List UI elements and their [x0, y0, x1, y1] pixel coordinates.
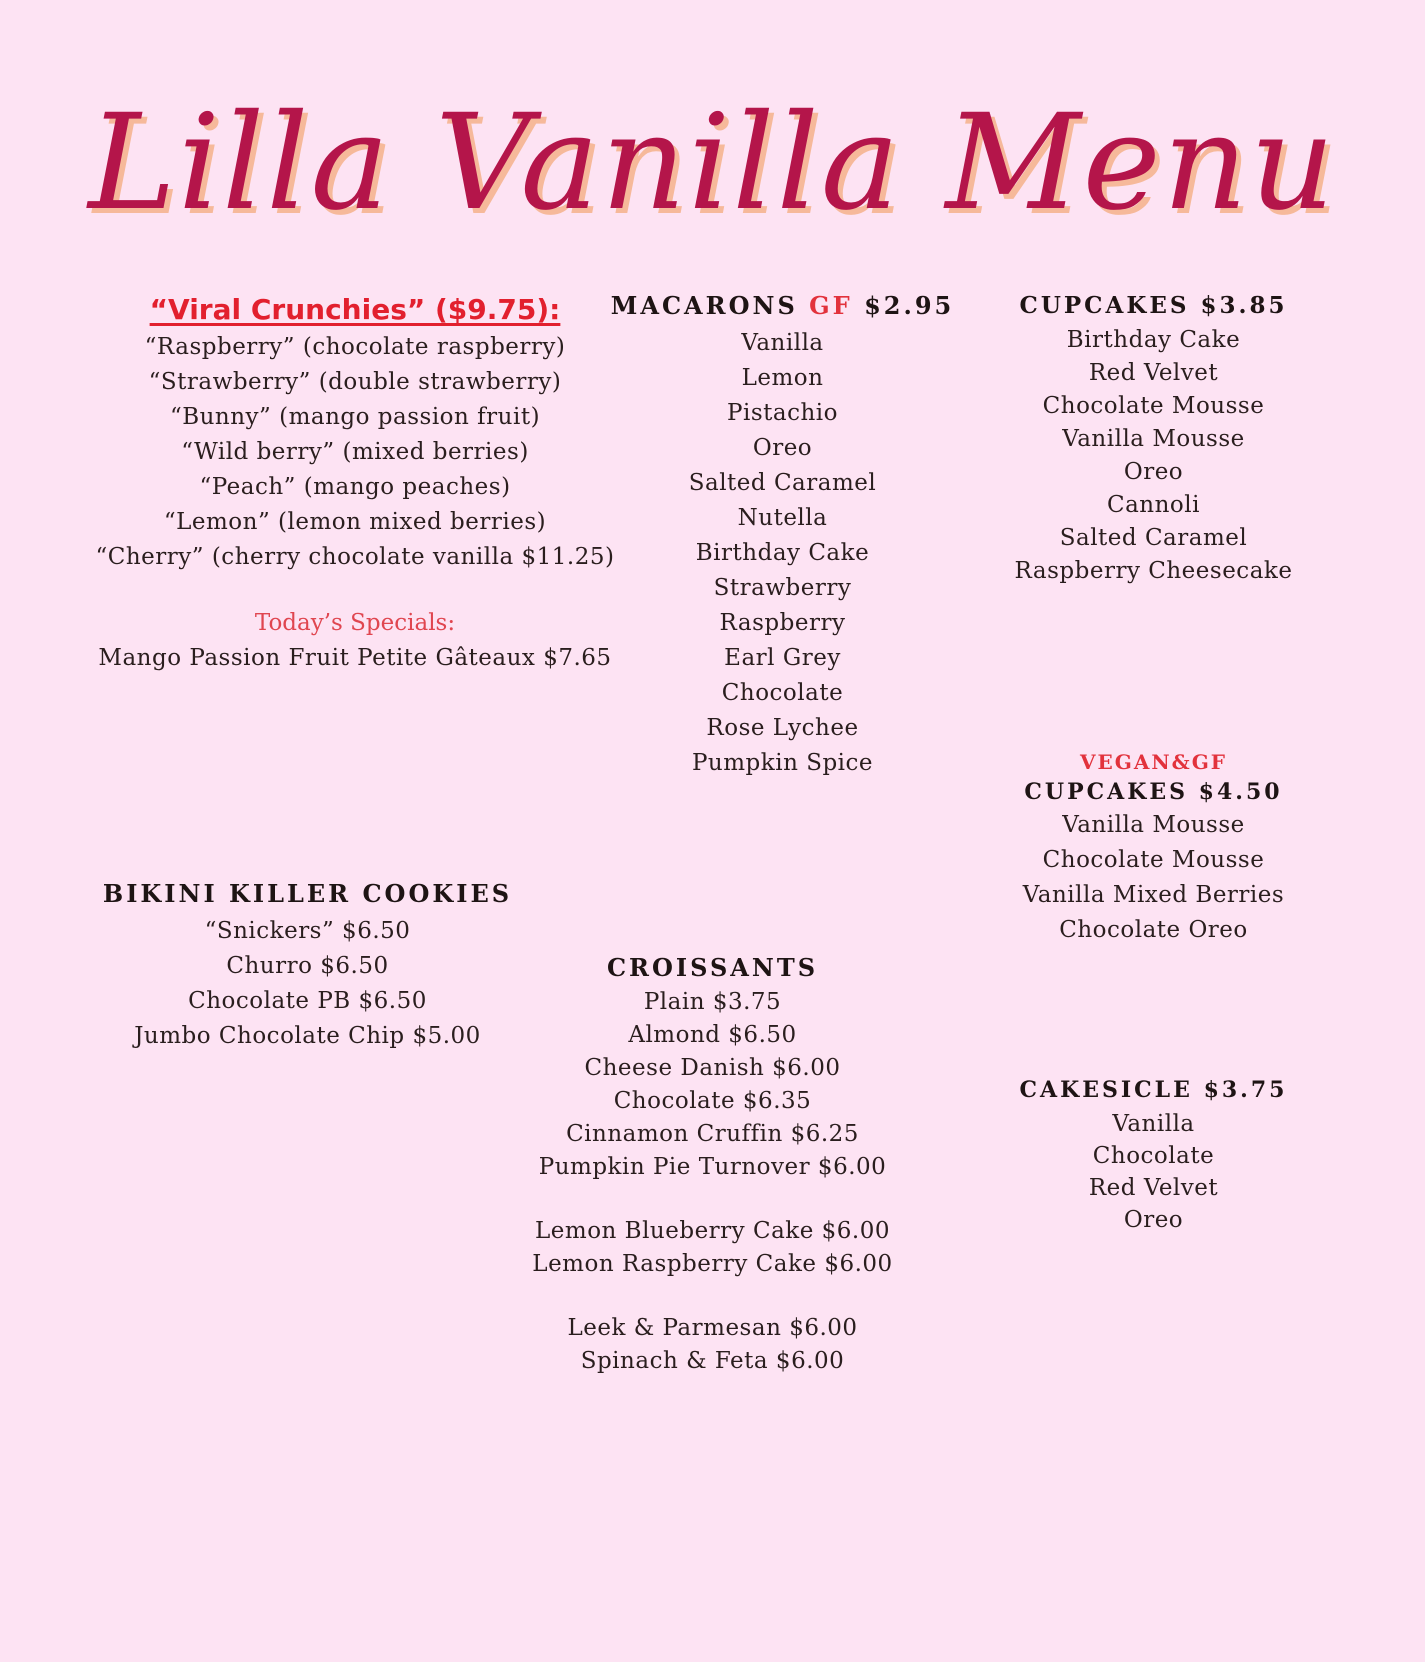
menu-item: “Snickers” $6.50	[204, 918, 411, 944]
menu-item: Earl Grey	[724, 645, 841, 671]
menu-item: Churro $6.50	[226, 953, 389, 979]
menu-item: Spinach & Feta $6.00	[580, 1348, 845, 1374]
menu-item: Lemon	[741, 365, 824, 391]
menu-item: Lemon Blueberry Cake $6.00	[535, 1218, 890, 1244]
menu-item: Strawberry	[713, 575, 852, 601]
menu-item: Birthday Cake	[1066, 327, 1241, 353]
menu-item: “Strawberry” (double strawberry)	[148, 369, 562, 395]
menu-item: Chocolate PB $6.50	[188, 988, 427, 1014]
section-viral-crunchies	[90, 290, 620, 676]
vegan-cupcakes-heading: CUPCAKES $4.50	[1024, 779, 1283, 805]
special-item: Mango Passion Fruit Petite Gâteaux $7.65	[98, 645, 612, 671]
menu-item: Pumpkin Spice	[691, 750, 874, 776]
menu-item: Red Velvet	[1088, 360, 1219, 386]
menu-item: “Lemon” (lemon mixed berries)	[163, 509, 547, 535]
section-cakesicle	[1000, 1074, 1307, 1236]
menu-item: “Wild berry” (mixed berries)	[181, 439, 529, 465]
menu-item: Cannoli	[1107, 492, 1200, 518]
menu-item: Chocolate	[721, 680, 844, 706]
cupcakes-heading: CUPCAKES $3.85	[1019, 292, 1288, 319]
section-cupcakes	[1000, 290, 1307, 588]
menu-item: Chocolate Mousse	[1042, 847, 1265, 873]
menu-item: Vanilla Mousse	[1062, 426, 1245, 452]
menu-item: Salted Caramel	[688, 470, 877, 496]
viral-crunchies-heading: “Viral Crunchies” ($9.75):	[149, 293, 561, 326]
macarons-heading	[610, 290, 955, 322]
menu-item: Red Velvet	[1088, 1175, 1219, 1201]
menu-item: Oreo	[1123, 459, 1184, 485]
menu-item: “Cherry” (cherry chocolate vanilla $11.25)	[95, 544, 615, 570]
menu-item: Lemon Raspberry Cake $6.00	[532, 1251, 893, 1277]
menu-item: Raspberry Cheesecake	[1014, 558, 1293, 584]
menu-item: Chocolate $6.35	[613, 1088, 812, 1114]
menu-item: Leek & Parmesan $6.00	[567, 1315, 858, 1341]
menu-item: Plain $3.75	[643, 989, 782, 1015]
section-vegan-cupcakes	[1000, 748, 1307, 948]
section-cookies	[100, 878, 515, 1054]
menu-item: Raspberry	[719, 610, 846, 636]
menu-item: Nutella	[737, 505, 828, 531]
section-croissants	[510, 952, 915, 1378]
menu-item: Salted Caramel	[1059, 525, 1248, 551]
menu-item: “Peach” (mango peaches)	[199, 474, 511, 500]
menu-item: Rose Lychee	[706, 715, 859, 741]
menu-item: Cinnamon Cruffin $6.25	[566, 1121, 859, 1147]
menu-item: Birthday Cake	[695, 540, 870, 566]
menu-item: Chocolate Mousse	[1042, 393, 1265, 419]
menu-item: Vanilla	[741, 330, 824, 356]
macarons-heading-name: MACARONS	[610, 291, 798, 320]
menu-item: Jumbo Chocolate Chip $5.00	[134, 1023, 481, 1049]
menu-item: Pistachio	[727, 400, 838, 426]
menu-item: Vanilla	[1112, 1111, 1195, 1137]
menu-title: Lilla Vanilla Menu	[88, 86, 1337, 240]
section-macarons	[610, 290, 955, 781]
cakesicle-heading: CAKESICLE $3.75	[1019, 1077, 1288, 1103]
menu-item: “Raspberry” (chocolate raspberry)	[144, 334, 566, 360]
macarons-heading-price: $2.95	[864, 291, 955, 320]
todays-specials-heading: Today’s Specials:	[254, 610, 456, 636]
croissants-heading: CROISSANTS	[606, 953, 819, 982]
menu-item: Oreo	[1123, 1207, 1184, 1233]
menu-item: Almond $6.50	[628, 1022, 797, 1048]
menu-item: “Bunny” (mango passion fruit)	[169, 404, 541, 430]
menu-item: Chocolate	[1092, 1143, 1215, 1169]
menu-item: Pumpkin Pie Turnover $6.00	[538, 1154, 887, 1180]
menu-item: Cheese Danish $6.00	[584, 1055, 841, 1081]
cookies-heading: BIKINI KILLER COOKIES	[102, 879, 513, 908]
gf-tag: GF	[809, 291, 853, 320]
vegan-gf-tag: VEGAN&GF	[1080, 750, 1227, 774]
menu-item: Vanilla Mousse	[1062, 812, 1245, 838]
menu-item: Oreo	[752, 435, 813, 461]
menu-item: Vanilla Mixed Berries	[1022, 882, 1285, 908]
menu-item: Chocolate Oreo	[1059, 917, 1248, 943]
